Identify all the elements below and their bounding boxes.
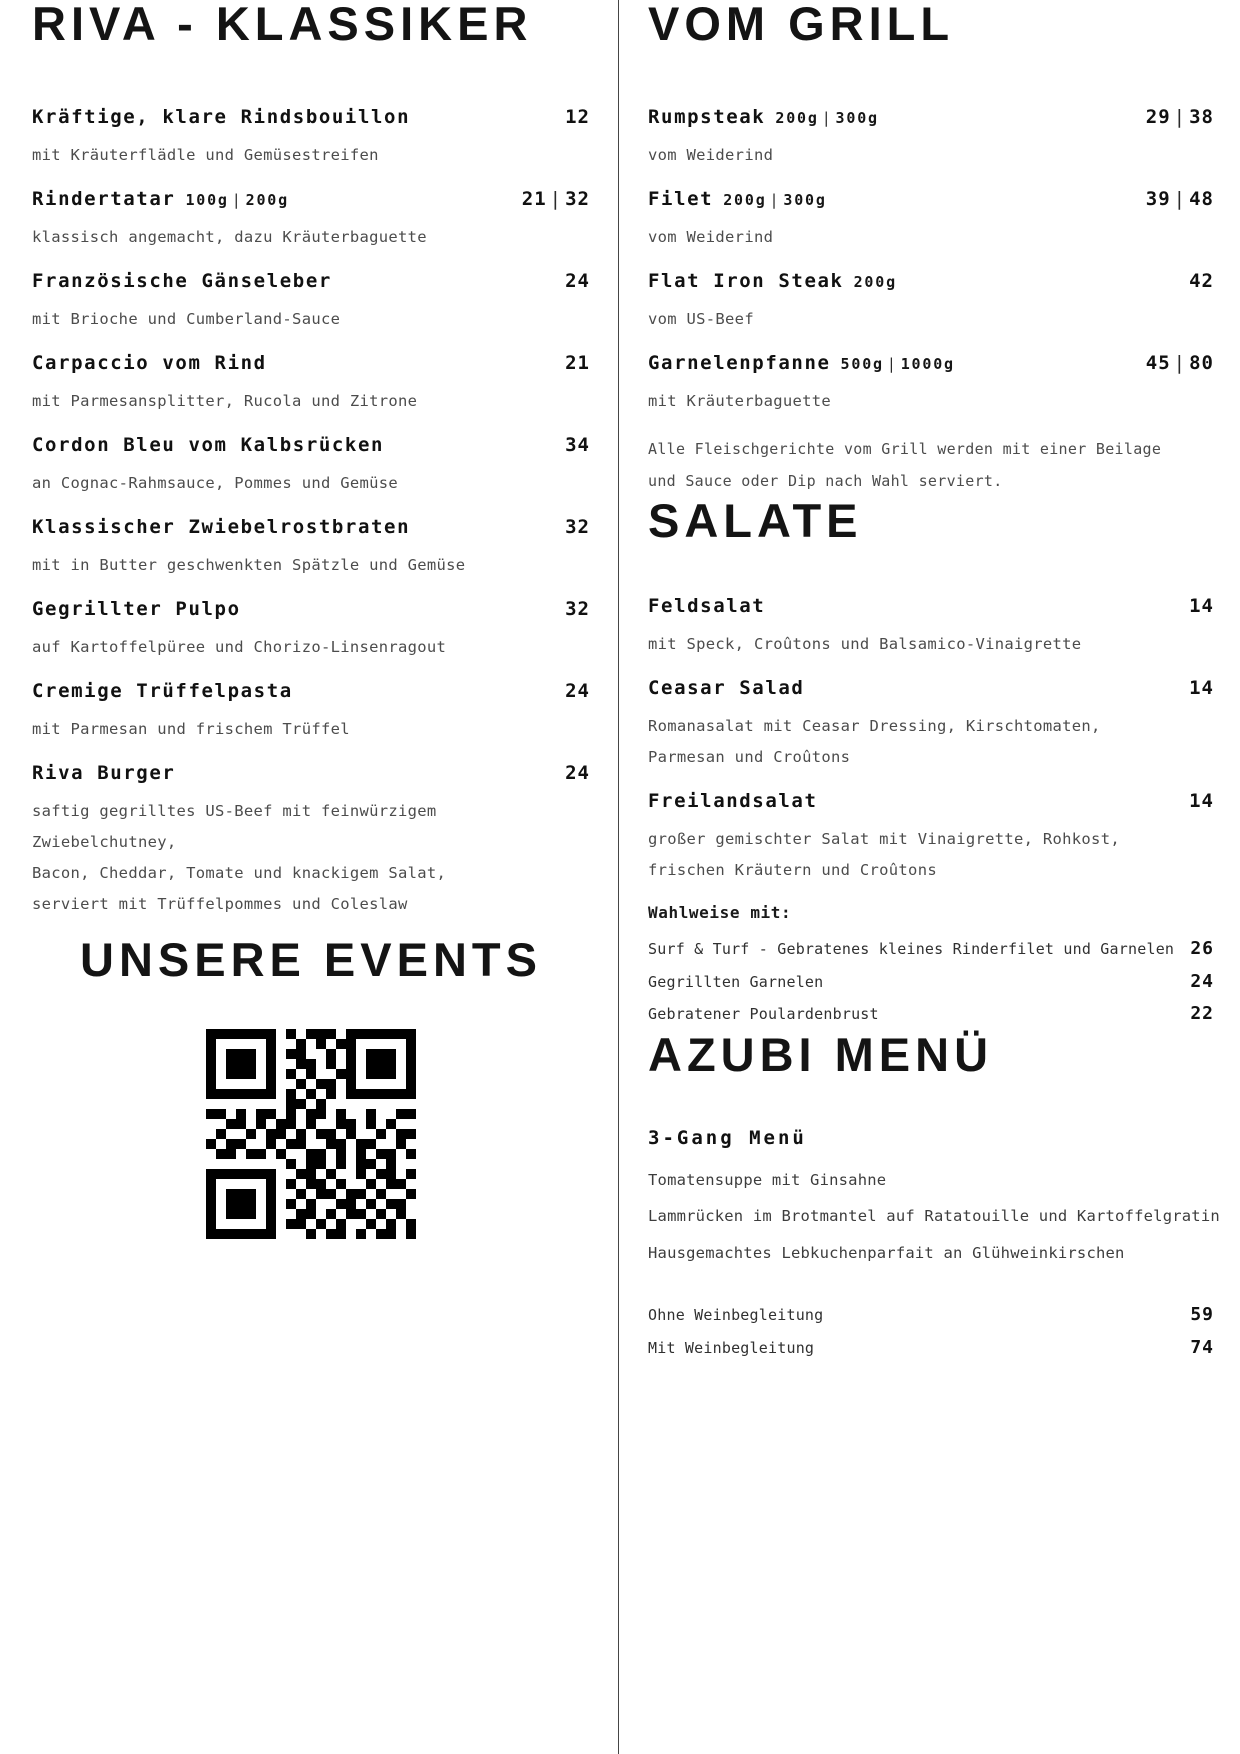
- menu-item-row: [648, 269, 1214, 294]
- menu-item-title: [32, 187, 289, 212]
- menu-item: [32, 433, 590, 499]
- description-line: auf Kartoffelpüree und Chorizo-Linsenragout: [32, 638, 447, 656]
- menu-item-description: [32, 140, 590, 171]
- menu-item-title: [648, 351, 955, 376]
- menu-item-description: [648, 304, 1214, 335]
- menu-item-row: [648, 351, 1214, 376]
- grill-note: [648, 433, 1214, 497]
- menu-item-title: [648, 594, 765, 619]
- menu-item-description: [648, 629, 1214, 660]
- menu-item-name: Garnelenpfanne: [648, 352, 831, 374]
- menu-item-title: [648, 789, 818, 814]
- description-line: mit Parmesan und frischem Trüffel: [32, 720, 350, 738]
- menu-item-name: Klassischer Zwiebelrostbraten: [32, 516, 411, 538]
- menu-item-name: Freilandsalat: [648, 790, 818, 812]
- menu-item-description: [32, 222, 590, 253]
- menu-item-row: [648, 187, 1214, 212]
- salate-option-list: [648, 933, 1214, 1031]
- menu-item-row: [32, 515, 590, 540]
- section-title-azubi-menu: AZUBI MENÜ: [648, 1027, 994, 1081]
- menu-item: [648, 269, 1214, 335]
- option-price: 74: [1190, 1336, 1214, 1358]
- option-label: Mit Weinbegleitung: [648, 1338, 815, 1357]
- menu-item: [32, 761, 590, 920]
- menu-item-title: [32, 515, 410, 540]
- menu-item-name: Rumpsteak: [648, 106, 766, 128]
- menu-item-price: 39 | 48: [1145, 188, 1214, 210]
- menu-item: [648, 676, 1214, 773]
- left-column: [32, 0, 590, 1239]
- price-separator: |: [1173, 352, 1187, 374]
- price-separator: |: [769, 191, 781, 209]
- menu-item-name: Carpaccio vom Rind: [32, 352, 267, 374]
- option-label: Surf & Turf - Gebratenes kleines Rinderfilet und Garnelen: [648, 940, 1175, 958]
- menu-item: [32, 679, 590, 745]
- menu-item-price: 32: [565, 516, 590, 538]
- menu-item: [32, 597, 590, 663]
- menu-item-description: [32, 304, 590, 335]
- description-line: frischen Kräutern und Croûtons: [648, 861, 937, 879]
- menu-item-name: Rindertatar: [32, 188, 176, 210]
- menu-item-name: Feldsalat: [648, 595, 766, 617]
- description-line: saftig gegrilltes US-Beef mit feinwürzigem Zwiebelchutney,: [32, 802, 437, 851]
- option-row: [648, 1332, 1214, 1365]
- menu-item-name: Ceasar Salad: [648, 677, 805, 699]
- menu-item-name: Filet: [648, 188, 714, 210]
- option-label: Gegrillten Garnelen: [648, 972, 824, 991]
- menu-item-row: [648, 789, 1214, 814]
- menu-item: [648, 594, 1214, 660]
- menu-item-row: [32, 187, 590, 212]
- menu-item-price: 14: [1189, 677, 1214, 699]
- events-qr-code: [206, 1029, 416, 1239]
- menu-item-row: [648, 594, 1214, 619]
- menu-item: [32, 187, 590, 253]
- option-label: Gebratener Poulardenbrust: [648, 1005, 879, 1023]
- menu-item-portion: 200g | 300g: [775, 109, 879, 127]
- azubi-course: Hausgemachtes Lebkuchenparfait an Glühweinkirschen: [648, 1243, 1125, 1262]
- menu-item-price: 14: [1189, 790, 1214, 812]
- menu-item-description: [32, 714, 590, 745]
- right-column: [648, 0, 1220, 1364]
- section-title-vom-grill: VOM GRILL: [648, 0, 955, 50]
- azubi-pricing-list: [648, 1299, 1214, 1364]
- salate-item-list: [648, 594, 1214, 886]
- description-line: mit in Butter geschwenkten Spätzle und Gemüse: [32, 556, 466, 574]
- menu-item-name: Flat Iron Steak: [648, 270, 844, 292]
- menu-item-price: 24: [565, 762, 590, 784]
- description-line: vom Weiderind: [648, 228, 774, 246]
- column-divider: [618, 0, 619, 1754]
- salate-options-label: Wahlweise mit:: [648, 903, 792, 922]
- menu-item-description: [32, 550, 590, 581]
- menu-item: [648, 187, 1214, 253]
- price-separator: |: [231, 191, 243, 209]
- menu-item-description: [648, 140, 1214, 171]
- grill-item-list: [648, 105, 1214, 417]
- description-line: mit Parmesansplitter, Rucola und Zitrone: [32, 392, 418, 410]
- events-title: UNSERE EVENTS: [80, 933, 542, 986]
- menu-item-description: [32, 386, 590, 417]
- menu-item-name: Kräftige, klare Rindsbouillon: [32, 106, 411, 128]
- menu-item-title: [32, 597, 241, 622]
- menu-item-row: [648, 105, 1214, 130]
- menu-item-name: Gegrillter Pulpo: [32, 598, 241, 620]
- price-separator: |: [549, 188, 563, 210]
- menu-item-title: [32, 269, 332, 294]
- menu-item-description: [32, 796, 590, 920]
- option-price: 22: [1190, 1003, 1214, 1024]
- description-line: vom Weiderind: [648, 146, 774, 164]
- menu-item: [648, 351, 1214, 417]
- menu-item: [32, 351, 590, 417]
- menu-item-description: [648, 711, 1214, 773]
- price-separator: |: [821, 109, 833, 127]
- description-line: Bacon, Cheddar, Tomate und knackigem Salat,: [32, 864, 447, 882]
- menu-item-price: 42: [1189, 270, 1214, 292]
- menu-item-name: Cordon Bleu vom Kalbsrücken: [32, 434, 385, 456]
- option-row: [648, 966, 1214, 999]
- menu-item-title: [648, 676, 804, 701]
- menu-item-title: [32, 105, 410, 130]
- description-line: vom US-Beef: [648, 310, 754, 328]
- menu-item-title: [648, 269, 897, 294]
- menu-item-portion: 200g | 300g: [723, 191, 827, 209]
- menu-item-price: 14: [1189, 595, 1214, 617]
- menu-item-price: 34: [565, 434, 590, 456]
- menu-item-row: [32, 351, 590, 376]
- description-line: serviert mit Trüffelpommes und Coleslaw: [32, 895, 408, 913]
- menu-item-price: 24: [565, 680, 590, 702]
- menu-item-row: [32, 679, 590, 704]
- menu-item: [32, 105, 590, 171]
- menu-item-price: 24: [565, 270, 590, 292]
- menu-item-row: [32, 761, 590, 786]
- menu-item-title: [32, 679, 293, 704]
- menu-item-price: 32: [565, 598, 590, 620]
- menu-item-price: 29 | 38: [1145, 106, 1214, 128]
- option-price: 26: [1190, 938, 1214, 959]
- menu-item-row: [32, 597, 590, 622]
- note-line: und Sauce oder Dip nach Wahl serviert.: [648, 472, 1003, 490]
- option-price: 59: [1190, 1304, 1214, 1325]
- price-separator: |: [886, 355, 898, 373]
- note-line: Alle Fleischgerichte vom Grill werden mit einer Beilage: [648, 440, 1162, 458]
- description-line: mit Kräuterbaguette: [648, 392, 832, 410]
- menu-item-row: [32, 269, 590, 294]
- menu-item-price: 21 | 32: [521, 188, 590, 210]
- description-line: klassisch angemacht, dazu Kräuterbaguette: [32, 228, 427, 246]
- description-line: Romanasalat mit Ceasar Dressing, Kirschtomaten,: [648, 717, 1101, 735]
- menu-item: [32, 269, 590, 335]
- menu-item-title: [32, 433, 384, 458]
- azubi-course: Lammrücken im Brotmantel auf Ratatouille und Kartoffelgratin: [648, 1207, 1220, 1225]
- qr-container: [32, 1029, 590, 1239]
- menu-item: [648, 105, 1214, 171]
- price-separator: |: [1173, 106, 1187, 128]
- menu-item-name: Riva Burger: [32, 762, 176, 784]
- menu-item-title: [32, 351, 267, 376]
- menu-item-description: [32, 632, 590, 663]
- menu-item-row: [648, 676, 1214, 701]
- menu-item-title: [648, 105, 879, 130]
- menu-item: [32, 515, 590, 581]
- riva-klassiker-item-list: [32, 105, 590, 920]
- menu-item-portion: 100g | 200g: [185, 191, 289, 209]
- azubi-menu-name: 3-Gang Menü: [648, 1126, 807, 1149]
- menu-item-price: 45 | 80: [1145, 352, 1214, 374]
- menu-item-portion: 500g | 1000g: [840, 355, 955, 373]
- menu-item-row: [32, 433, 590, 458]
- option-row: [648, 933, 1214, 966]
- menu-item-description: [648, 824, 1214, 886]
- option-row: [648, 998, 1214, 1031]
- description-line: mit Brioche und Cumberland-Sauce: [32, 310, 341, 328]
- price-separator: |: [1173, 188, 1187, 210]
- option-row: [648, 1299, 1214, 1332]
- menu-item-description: [648, 222, 1214, 253]
- menu-item-description: [648, 386, 1214, 417]
- option-price: 24: [1190, 970, 1214, 992]
- option-label: Ohne Weinbegleitung: [648, 1306, 824, 1324]
- menu-item-title: [648, 187, 827, 212]
- azubi-course: Tomatensuppe mit Ginsahne: [648, 1170, 887, 1189]
- menu-item-name: Cremige Trüffelpasta: [32, 680, 293, 702]
- description-line: mit Speck, Croûtons und Balsamico-Vinaigrette: [648, 635, 1082, 653]
- description-line: Parmesan und Croûtons: [648, 748, 851, 766]
- menu-item-row: [32, 105, 590, 130]
- menu-item: [648, 789, 1214, 886]
- menu-item-title: [32, 761, 175, 786]
- description-line: an Cognac-Rahmsauce, Pommes und Gemüse: [32, 474, 399, 492]
- description-line: mit Kräuterflädle und Gemüsestreifen: [32, 146, 379, 164]
- description-line: großer gemischter Salat mit Vinaigrette, Rohkost,: [648, 830, 1120, 848]
- section-title-salate: SALATE: [648, 494, 863, 547]
- menu-item-portion: 200g: [853, 273, 897, 291]
- section-title-riva-klassiker: RIVA - KLASSIKER: [32, 0, 533, 50]
- menu-item-name: Französische Gänseleber: [32, 270, 332, 292]
- menu-item-price: 21: [565, 352, 590, 374]
- menu-item-description: [32, 468, 590, 499]
- azubi-course-list: [648, 1162, 1220, 1272]
- menu-item-price: 12: [565, 106, 590, 128]
